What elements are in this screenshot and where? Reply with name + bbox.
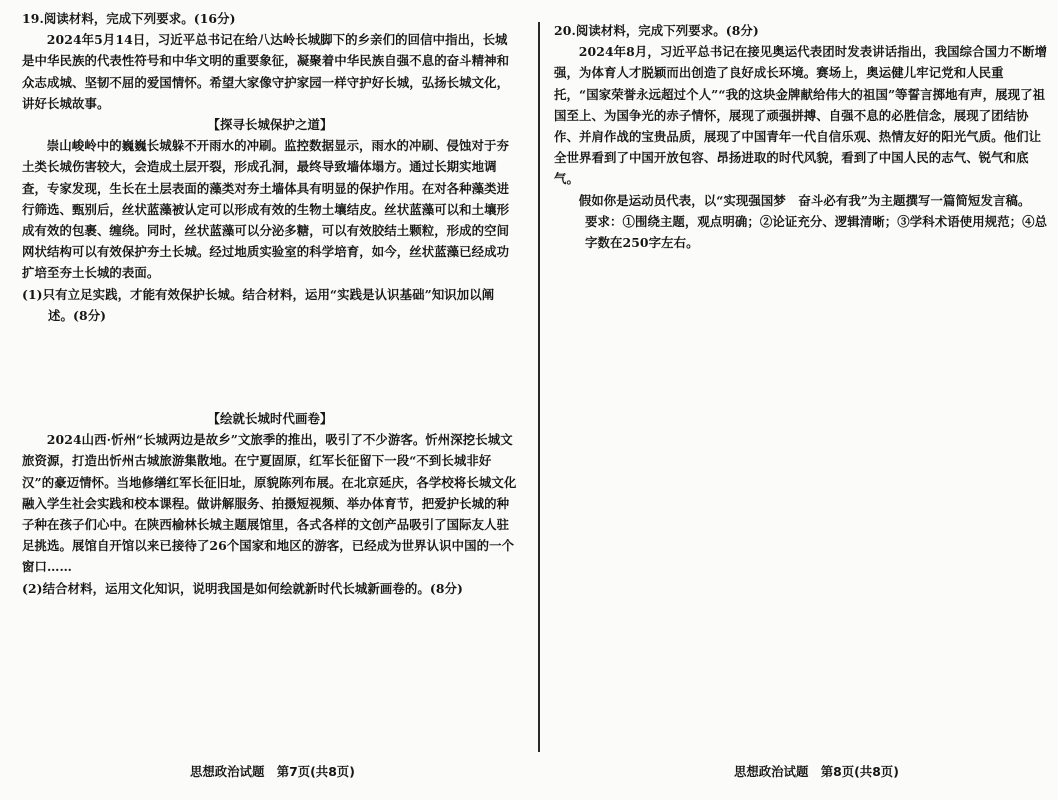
question-20-instruction: 阅读材料，完成下列要求。(8分) [575,23,759,38]
page-divider [538,22,540,752]
q19-section1-title: 【探寻长城保护之道】 [207,117,333,133]
q20-requirements: 要求：①围绕主题，观点明确；②论证充分、逻辑清晰；③学科术语使用规范；④总字数在250字左右。 [585,213,1048,251]
question-19-number: 19. [22,11,44,26]
question-19 [22,8,518,326]
question-19-head [22,8,518,29]
question-19-part2 [22,408,518,599]
q19-ask1: (1)只有立足实践，才能有效保护长城。结合材料，运用“实践是认识基础”知识加以阐述。(8分) [22,286,495,323]
right-page-footer: 思想政治试题 第8页(共8页) [734,764,899,779]
q19-section1-text: 崇山峻岭中的巍巍长城躲不开雨水的冲刷。监控数据显示，雨水的冲刷、侵蚀对于夯土类长城伤害较大，会造成土层开裂，形成孔洞，最终导致墙体塌方。通过长期实地调查，专家发现，生长在土层表面的藻类对夯土墙体具有明显的保护作用。在对各种藻类进行筛选、甄别后，丝状蓝藻被认定可以形成有效的生物土壤结皮。丝状蓝藻可以和土壤形成有效的包裹、缠绕。同时，丝状蓝藻可以分泌多糖，可以有效胶结土颗粒，形成的空间网状结构可以有效保护夯土长城。经过地质实验室的科学培育，如今，丝状蓝藻已经成功扩培至夯土长城的表面。 [22,138,510,281]
right-page [542,0,1058,800]
q19-ask2: (2)结合材料，运用文化知识，说明我国是如何绘就新时代长城新画卷的。(8分) [22,580,463,596]
q19-section2-text: 2024山西·忻州“长城两边是故乡”文旅季的推出，吸引了不少游客。忻州深挖长城文旅资源，打造出忻州古城旅游集散地。在宁夏固原，红军长征留下一段“不到长城非好汉”的豪迈情怀。当地修缮红军长征旧址，原貌陈列布展。在北京延庆，各学校将长城文化融入学生社会实践和校本课程。做讲解服务、拍摄短视频、举办体育节，把爱护长城的种子种在孩子们心中。在陕西榆林长城主题展馆里，各式各样的文创产品吸引了国际友人驻足挑选。展馆自开馆以来已接待了26个国家和地区的游客，已经成为世界认识中国的一个窗口…… [22,432,517,575]
left-page-footer: 思想政治试题 第7页(共8页) [190,764,355,779]
q20-task: 假如你是运动员代表，以“实现强国梦 奋斗必有我”为主题撰写一篇简短发言稿。 [578,192,1031,208]
q19-intro: 2024年5月14日，习近平总书记在给八达岭长城脚下的乡亲们的回信中指出，长城是中华民族的代表性符号和中华文明的重要象征，凝聚着中华民族自强不息的奋斗精神和众志成城、坚韧不屈的爱国情怀。希望大家像守护家园一样守护好长城，弘扬长城文化，讲好长城故事。 [22,32,510,111]
question-20 [554,20,1048,253]
q20-intro: 2024年8月，习近平总书记在接见奥运代表团时发表讲话指出，我国综合国力不断增强，为体育人才脱颖而出创造了良好成长环境。赛场上，奥运健儿牢记党和人民重托，“国家荣誉永远超过个人”“我的这块金牌献给伟大的祖国”等誓言掷地有声，展现了祖国至上、为国争光的赤子情怀，展现了顽强拼搏、自强不息的必胜信念，展现了团结协作、并肩作战的宝贵品质，展现了中国青年一代自信乐观、热情友好的阳光气质。他们让全世界看到了中国开放包容、昂扬进取的时代风貌，看到了中国人民的志气、锐气和底气。 [554,44,1048,187]
q19-section2-title: 【绘就长城时代画卷】 [207,411,333,426]
question-19-instruction: 阅读材料，完成下列要求。(16分) [43,11,236,26]
question-20-number: 20. [554,23,576,38]
question-20-head [554,20,1048,41]
